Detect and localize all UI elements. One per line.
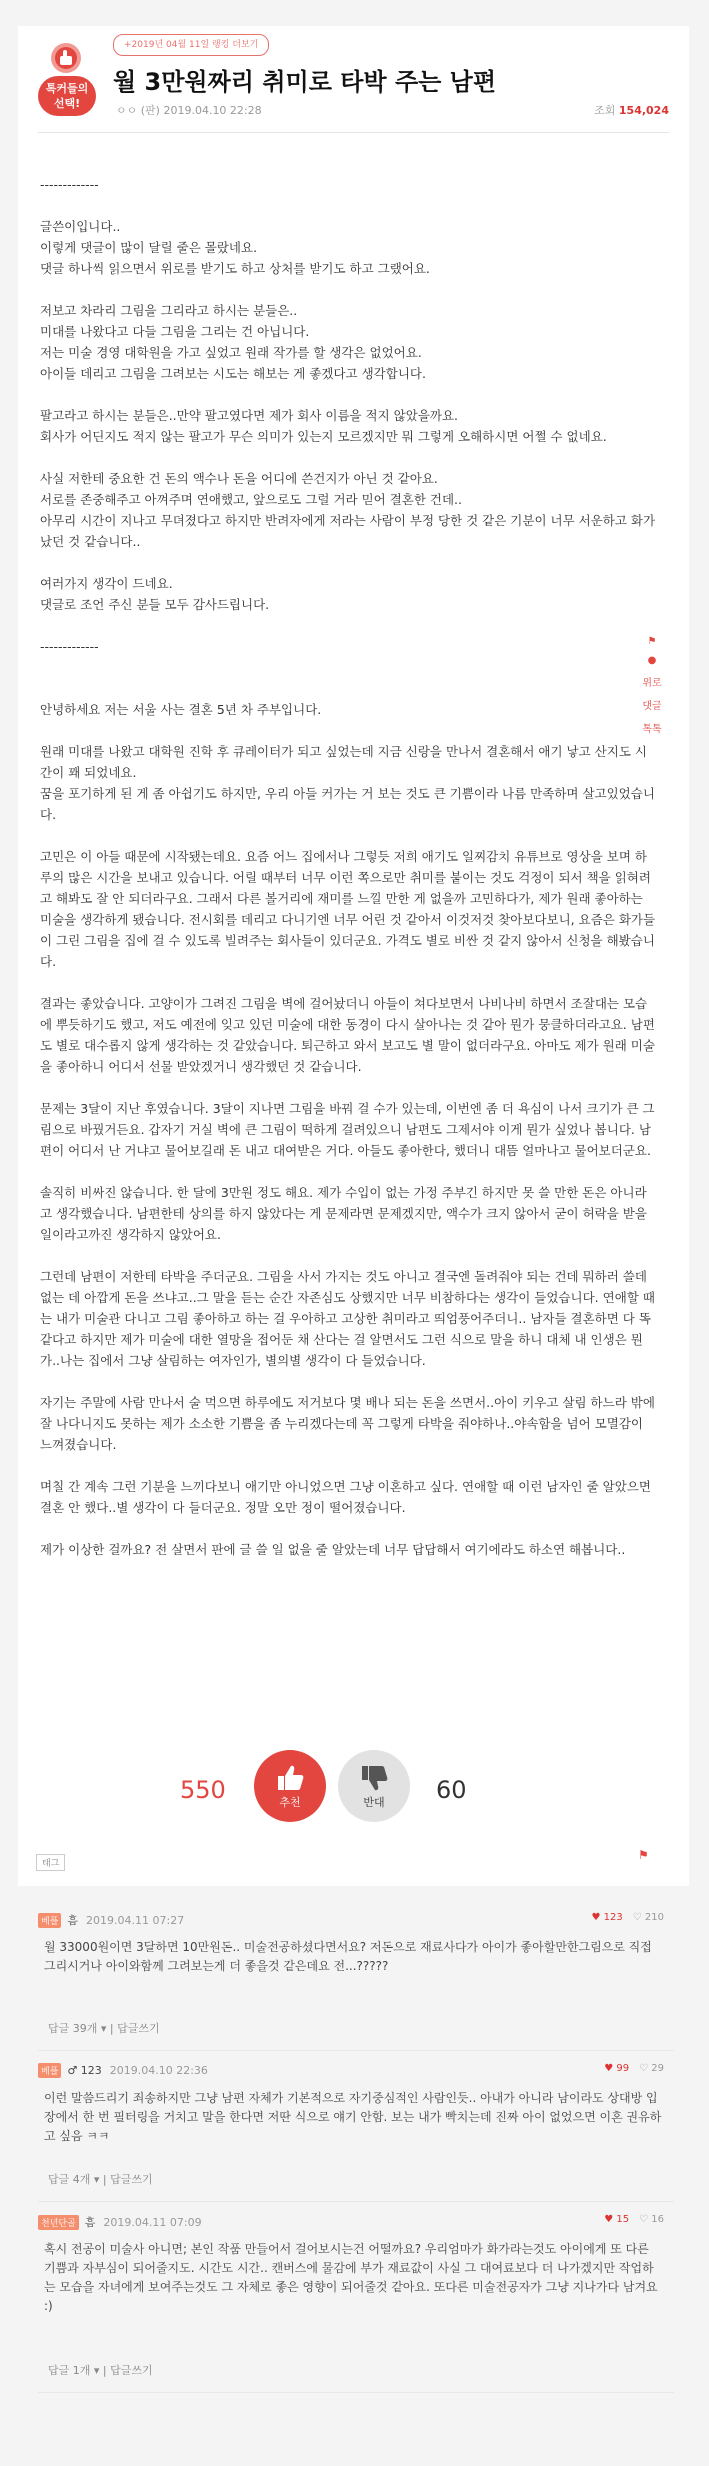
body-paragraph: 아이들 데리고 그림을 그려보는 시도는 해보는 게 좋겠다고 생각합니다.: [40, 366, 426, 381]
comment-downvote[interactable]: ♡ 210: [632, 1912, 664, 1923]
comment-upvote[interactable]: ♥ 99: [604, 2063, 630, 2074]
comment-header: [38, 2063, 208, 2078]
body-paragraph: [40, 1518, 656, 1539]
body-paragraph: 고민은 이 아들 때문에 시작됐는데요. 요즘 어느 집에서나 그렇듯 저희 애기도 일찌감치 유튜브로 영상을 보며 하루의 많은 시간을 보내고 있습니다. 어릴 때부터 너무 이런 쪽으로만 취미를 붙이는 것도 걱정이 되서 책을 읽혀려고 해봐도 잘 안 되더라구요. 그래서 다른 볼거리에 재미를 느낄 만한 게 없을까 고민하다가, 제가 원래 좋아하는 미술을 생각하게 됐습니다. 전시회를 데리고 다니기엔 너무 어린 것 같아서 이것저것 찾아보다보니, 요즘은 화가들이 그린 그림을 집에 걸 수 있도록 빌려주는 회사들이 있더군요. 가격도 별로 비싼 것 같지 않아서 신청을 해봤습니다.: [40, 849, 656, 969]
body-paragraph: [40, 195, 656, 216]
record-icon[interactable]: ●: [647, 655, 657, 666]
comment-date: 2019.04.11 07:09: [103, 2216, 202, 2229]
body-paragraph: -------------: [40, 177, 99, 192]
body-paragraph: [40, 1455, 656, 1476]
comment-upvote-count: 123: [603, 1912, 623, 1923]
post-body: [40, 174, 660, 1560]
body-paragraph: 댓글로 조언 주신 분들 모두 감사드립니다.: [40, 597, 270, 612]
view-count-label: 조회: [594, 104, 616, 117]
comment-badge: 베플: [38, 1913, 61, 1928]
bookmark-icon[interactable]: ⚑: [647, 636, 657, 647]
comment-upvote[interactable]: ♥ 123: [591, 1912, 623, 1923]
body-paragraph: [40, 279, 656, 300]
body-paragraph: [40, 1077, 656, 1098]
side-toolbar: [638, 636, 666, 743]
comment-downvote-count: 16: [651, 2214, 664, 2225]
body-paragraph: [40, 1245, 656, 1266]
comment-upvote[interactable]: ♥ 15: [604, 2214, 630, 2225]
body-paragraph: [40, 1371, 656, 1392]
vote-area: [18, 1736, 689, 1836]
body-paragraph: [40, 657, 656, 678]
view-count: [594, 102, 669, 118]
comment-author[interactable]: 흠: [84, 2216, 96, 2229]
comment-date: 2019.04.10 22:36: [109, 2064, 208, 2077]
comment-reply-link[interactable]: 답글 4개 ▾ | 답글쓰기: [48, 2173, 153, 2186]
body-paragraph: [40, 447, 656, 468]
body-paragraph: 그런데 남편이 저한테 타박을 주더군요. 그림을 사서 가지는 것도 아니고 결국엔 돌려줘야 되는 건데 뭐하러 쓸데없는 데 아깝게 돈을 쓰냐고..그 말을 듣는 순간 자존심도 상했지만 너무 비참하다는 생각이 들었습니다. 연애할 때는 내가 미술관 다니고 그림 좋아하고 하는 걸 우아하고 고상한 취미라고 띄엄풍어주더니.. 남자들 결혼하면 다 똑같다고 하지만 제가 미술에 대한 열망을 접어둔 채 산다는 걸 알면서도 그런 식으로 말을 하니 대체 내 인생은 뭔가..나는 집에서 그냥 살림하는 여자인가, 별의별 생각이 다 들었습니다.: [40, 1269, 655, 1368]
comment-date: 2019.04.11 07:27: [86, 1914, 185, 1927]
body-paragraph: [40, 720, 656, 741]
body-paragraph: [40, 384, 656, 405]
ranking-more-link[interactable]: +2019년 04월 11일 랭킹 더보기: [113, 34, 269, 56]
body-paragraph: 꿈을 포기하게 된 게 좀 아쉽기도 하지만, 우리 아들 커가는 거 보는 것도 큰 기쁨이라 나름 만족하며 살고있었습니다.: [40, 786, 655, 822]
body-paragraph: [40, 615, 656, 636]
pick-logo: [38, 42, 98, 116]
comment-downvote-count: 210: [644, 1912, 664, 1923]
body-paragraph: 사실 저한테 중요한 건 돈의 액수나 돈을 어디에 쓴건지가 아닌 것 같아요.: [40, 471, 438, 486]
report-flag-icon[interactable]: ⚑: [638, 1848, 649, 1862]
body-paragraph: [40, 552, 656, 573]
thumbs-up-icon: [272, 1760, 308, 1796]
upvote-count: 550: [180, 1776, 226, 1804]
comment-item: [38, 2202, 674, 2393]
comment-downvote[interactable]: ♡ 16: [639, 2214, 664, 2225]
side-tool-talk[interactable]: 톡톡: [642, 724, 662, 735]
body-paragraph: 회사가 어딘지도 적지 않는 팔고가 무슨 의미가 있는지 모르겠지만 뭐 그렇게 오해하시면 어쩔 수 없네요.: [40, 429, 607, 444]
body-paragraph: 글쓴이입니다..: [40, 219, 121, 234]
comment-upvote-count: 15: [616, 2214, 630, 2225]
comment-header: [38, 2214, 202, 2230]
body-paragraph: 서로를 존중해주고 아껴주며 연애했고, 앞으로도 그럴 거라 믿어 결혼한 건데..: [40, 492, 463, 507]
side-tool-comment[interactable]: 댓글: [642, 701, 662, 712]
body-paragraph: 안녕하세요 저는 서울 사는 결혼 5년 차 주부입니다.: [40, 702, 322, 717]
comment-badge: 천년단골: [38, 2215, 79, 2230]
comment-list: [38, 1900, 674, 2393]
body-paragraph: 며칠 간 계속 그런 기분을 느끼다보니 애기만 아니었으면 그냥 이혼하고 싶다. 연애할 때 이런 남자인 줄 알았으면 결혼 안 했다..별 생각이 다 들더군요. 정말 오만 정이 떨어졌습니다.: [40, 1479, 655, 1515]
side-tool-comfort[interactable]: 위로: [642, 678, 662, 689]
comment-item: [38, 2051, 674, 2202]
body-paragraph: 여러가지 생각이 드네요.: [40, 576, 173, 591]
comment-author[interactable]: ♂ 123: [67, 2064, 102, 2077]
comment-downvote-count: 29: [651, 2063, 664, 2074]
comment-header: [38, 1912, 184, 1928]
post-meta: ㅇㅇ (판) 2019.04.10 22:28: [116, 104, 262, 117]
comment-author[interactable]: 흠: [67, 1914, 79, 1927]
body-paragraph: 제가 이상한 걸까요? 전 살면서 판에 글 쓸 일 없을 줄 알았는데 너무 답답해서 여기에라도 하소연 해봅니다..: [40, 1542, 626, 1557]
body-paragraph: 아무리 시간이 지나고 무뎌졌다고 하지만 반려자에게 저라는 사람이 부정 당한 것 같은 기분이 너무 서운하고 화가 났던 것 같습니다..: [40, 513, 660, 549]
body-paragraph: 결과는 좋았습니다. 고양이가 그려진 그림을 벽에 걸어놨더니 아들이 쳐다보면서 나비나비 하면서 조잘대는 모습에 뿌듯하기도 했고, 저도 예전에 잊고 있던 미술에 대한 동경이 다시 살아나는 것 같아 뭔가 뭉클하더라고요. 남편도 별로 대수롭지 않게 생각하는 것 같았습니다. 퇴근하고 와서 보고도 별 말이 없더라구요. 아마도 제가 원래 미술을 좋아하니 어디서 선물 받았겠거니 생각했던 것 같습니다.: [40, 996, 655, 1074]
comment-downvote[interactable]: ♡ 29: [639, 2063, 664, 2074]
comment-item: [38, 1900, 674, 2051]
body-paragraph: 미대를 나왔다고 다들 그림을 그리는 건 아닙니다.: [40, 324, 310, 339]
body-paragraph: 원래 미대를 나왔고 대학원 진학 후 큐레이터가 되고 싶었는데 지금 신랑을 만나서 결혼해서 애기 낳고 산지도 시간이 꽤 되었네요.: [40, 744, 647, 780]
comment-text: 이런 말씀드리기 죄송하지만 그냥 남편 자체가 기본적으로 자기중심적인 사람인듯.. 아내가 아니라 남이라도 상대방 입장에서 한 번 필터링을 거치고 말을 한다면 저딴 식으로 얘기 안함. 보는 내가 빡치는데 진짜 아이 없었으면 이혼 권유하고 싶음 ㅋㅋ: [44, 2091, 662, 2143]
downvote-count: 60: [436, 1776, 467, 1804]
post-title: 월 3만원짜리 취미로 타박 주는 남편: [113, 68, 497, 96]
body-paragraph: 댓글 하나씩 읽으면서 위로를 받기도 하고 상처를 받기도 하고 그랬어요.: [40, 261, 430, 276]
comment-text: 혹시 전공이 미술사 아니면; 본인 작품 만들어서 걸어보시는건 어떨까요? 우리엄마가 화가라는것도 아이에게 또 다른 기쁨과 자부심이 되어줄지도. 시간도 시간.. 캔버스에 물감에 부가 재료값이 사실 그 대여료보다 더 나가겠지만 작업하는 모습을 자녀에게 보여주는것도 그 자체로 좋은 영향이 되어줄것 같아요. 또다른 미술전공자가 그냥 지나가다 남겨요 :): [44, 2242, 658, 2313]
body-paragraph: 팔고라고 하시는 분들은..만약 팔고였다면 제가 회사 이름을 적지 않았을까요.: [40, 408, 459, 423]
comment-stats: [592, 1912, 665, 1923]
view-count-value: 154,024: [618, 104, 669, 117]
body-paragraph: [40, 678, 656, 699]
comment-stats: [604, 2214, 664, 2225]
upvote-label: 추천: [279, 1796, 301, 1809]
header-divider: [38, 132, 669, 133]
thumbs-down-icon: [356, 1760, 392, 1796]
pick-logo-line2: 선택!: [53, 97, 81, 110]
body-paragraph: 저는 미술 경영 대학원을 가고 싶었고 원래 작가를 할 생각은 없었어요.: [40, 345, 422, 360]
comment-reply-link[interactable]: 답글 39개 ▾ | 답글쓰기: [48, 2022, 160, 2035]
body-paragraph: [40, 972, 656, 993]
body-paragraph: 솔직히 비싸진 않습니다. 한 달에 3만원 정도 해요. 제가 수입이 없는 가정 주부긴 하지만 못 쓸 만한 돈은 아니라고 생각했습니다. 남편한테 상의를 하지 않았다는 게 문제라면 문제겠지만, 액수가 크지 않아서 굳이 허락을 받을 일이라고까진 생각하지 않았어요.: [40, 1185, 651, 1242]
post-header: [18, 26, 689, 146]
comment-upvote-count: 99: [616, 2063, 630, 2074]
body-paragraph: 문제는 3달이 지난 후였습니다. 3달이 지나면 그림을 바꿔 걸 수가 있는데, 이번엔 좀 더 욕심이 나서 크기가 큰 그림으로 바꿨거든요. 갑자기 거실 벽에 큰 그림이 떡하게 걸려있으니 남편도 그제서야 이게 뭔가 싶었나 봅니다. 남편이 어디서 난 거냐고 물어보길래 돈 내고 대여받은 거다. 아들도 좋아한다, 했더니 대뜸 얼마나고 물어보더군요.: [40, 1101, 655, 1158]
body-paragraph: 이렇게 댓글이 많이 달릴 줄은 몰랐네요.: [40, 240, 258, 255]
comment-stats: [604, 2063, 664, 2074]
comment-badge: 베플: [38, 2063, 61, 2078]
pick-logo-text: [38, 76, 96, 116]
downvote-button[interactable]: [338, 1750, 410, 1822]
downvote-label: 반대: [363, 1796, 385, 1809]
body-paragraph: [40, 825, 656, 846]
thumbs-up-badge-icon: [46, 42, 86, 78]
body-paragraph: -------------: [40, 639, 99, 654]
comment-reply-link[interactable]: 답글 1개 ▾ | 답글쓰기: [48, 2364, 153, 2377]
body-paragraph: 자기는 주말에 사람 만나서 술 먹으면 하루에도 저거보다 몇 배나 되는 돈을 쓰면서..아이 키우고 살림 하느라 밖에 잘 나다니지도 못하는 제가 소소한 기쁨을 좀 누리겠다는데 꼭 그렇게 타박을 줘야하나..야속함을 넘어 모멸감이 느껴졌습니다.: [40, 1395, 659, 1452]
pick-logo-line1: 톡커들의: [45, 82, 89, 95]
tag-label[interactable]: 태그: [36, 1854, 65, 1871]
upvote-button[interactable]: [254, 1750, 326, 1822]
post-card: [18, 26, 689, 1886]
body-paragraph: 저보고 차라리 그림을 그리라고 하시는 분들은..: [40, 303, 298, 318]
comment-text: 월 33000원이면 3달하면 10만원돈.. 미술전공하셨다면서요? 저돈으로 재료사다가 아이가 좋아할만한그림으로 직접 그리시거나 아이와함께 그려보는게 더 좋을것 같은데요 전...?????: [44, 1940, 652, 1973]
body-paragraph: [40, 1161, 656, 1182]
